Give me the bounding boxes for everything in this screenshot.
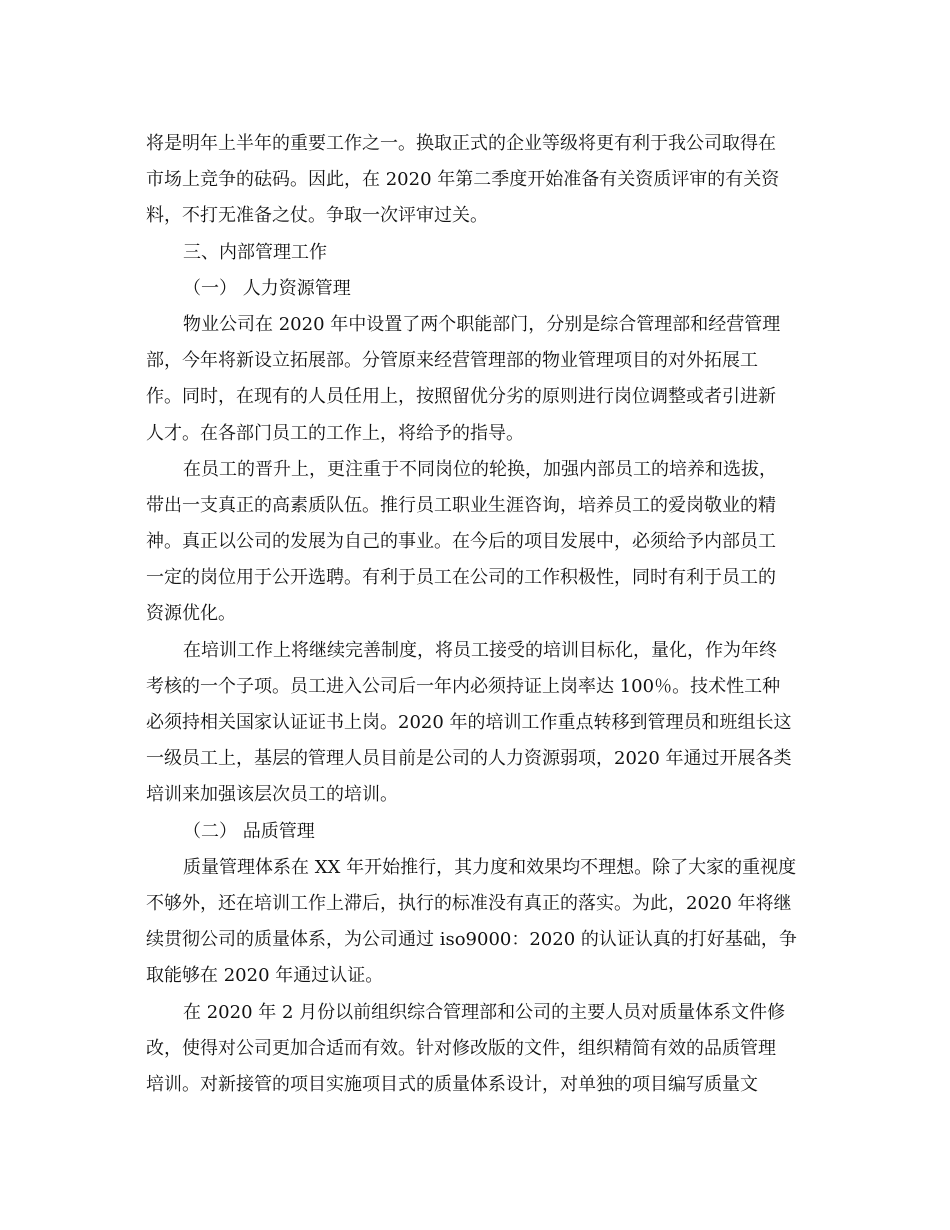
text-line: 培训。对新接管的项目实施项目式的质量体系设计，对单独的项目编写质量文 bbox=[146, 1073, 758, 1095]
text-line: 作。同时，在现有的人员任用上，按照留优分劣的原则进行岗位调整或者引进新 bbox=[146, 386, 776, 408]
text-line: 物业公司在 2020 年中设置了两个职能部门，分别是综合管理部和经营管理 bbox=[183, 313, 781, 335]
text-line: 必须持相关国家认证证书上岗。2020 年的培训工作重点转移到管理员和班组长这 bbox=[146, 712, 792, 733]
text-line: 将是明年上半年的重要工作之一。换取正式的企业等级将更有利于我公司取得在 bbox=[146, 133, 776, 154]
text-line: 在培训工作上将继续完善制度，将员工接受的培训目标化，量化，作为年终 bbox=[183, 639, 777, 661]
text-line: 取能够在 2020 年通过认证。 bbox=[146, 965, 384, 987]
text-line: 部，今年将新设立拓展部。分管原来经营管理部的物业管理项目的对外拓展工 bbox=[146, 350, 758, 372]
text-line: 一定的岗位用于公开选聘。有利于员工在公司的工作积极性，同时有利于员工的 bbox=[146, 567, 776, 589]
text-line: 市场上竞争的砝码。因此，在 2020 年第二季度开始准备有关资质评审的有关资 bbox=[146, 169, 780, 191]
document-body bbox=[146, 126, 806, 1103]
text-line: （一） 人力资源管理 bbox=[183, 277, 351, 299]
text-line: 在员工的晋升上，更注重于不同岗位的轮换，加强内部员工的培养和选拔， bbox=[183, 458, 777, 480]
text-line: 不够外，还在培训工作上滞后，执行的标准没有真正的落实。为此，2020 年将继 bbox=[146, 892, 792, 914]
text-line: 料，不打无准备之仗。争取一次评审过关。 bbox=[146, 205, 488, 227]
text-line: （二） 品质管理 bbox=[183, 820, 315, 842]
text-line: 续贯彻公司的质量体系，为公司通过 iso9000：2020 的认证认真的打好基础，争 bbox=[146, 929, 797, 951]
text-line: 在 2020 年 2 月份以前组织综合管理部和公司的主要人员对质量体系文件修 bbox=[183, 1001, 786, 1023]
text-line: 培训来加强该层次员工的培训。 bbox=[146, 784, 398, 806]
text-line: 神。真正以公司的发展为自己的事业。在今后的项目发展中，必须给予内部员工 bbox=[146, 531, 776, 553]
text-line: 人才。在各部门员工的工作上，将给予的指导。 bbox=[146, 422, 524, 444]
text-line: 质量管理体系在 XX 年开始推行，其力度和效果均不理想。除了大家的重视度 bbox=[183, 856, 797, 878]
text-line: 三、内部管理工作 bbox=[183, 241, 327, 263]
text-line: 改，使得对公司更加合适而有效。针对修改版的文件，组织精简有效的品质管理 bbox=[146, 1037, 776, 1059]
text-line: 考核的一个子项。员工进入公司后一年内必须持证上岗率达 100％。技术性工种 bbox=[146, 675, 781, 697]
text-line: 一级员工上，基层的管理人员目前是公司的人力资源弱项，2020 年通过开展各类 bbox=[146, 748, 792, 770]
text-line: 带出一支真正的高素质队伍。推行员工职业生涯咨询，培养员工的爱岗敬业的精 bbox=[146, 494, 776, 516]
text-line: 资源优化。 bbox=[146, 603, 236, 625]
